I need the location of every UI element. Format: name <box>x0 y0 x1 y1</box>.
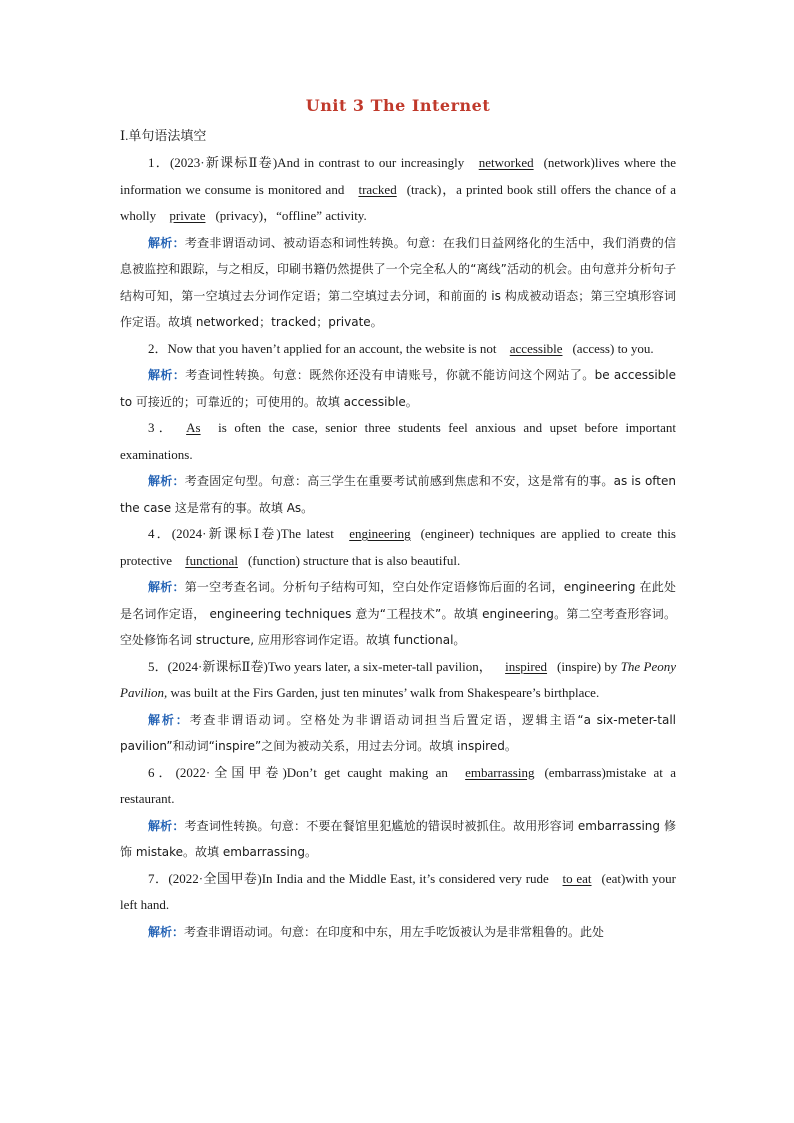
analysis-6: 解析：考查词性转换。句意：不要在餐馆里犯尴尬的错误时被抓住。故用形容词 embarrassing 修饰 mistake。故填 embarrassing。 <box>120 818 676 859</box>
analysis-label: 解析： <box>148 474 185 488</box>
answer-blank: embarrassing <box>465 764 535 780</box>
question-5: 5．(2024·新课标Ⅱ卷)Two years later, a six-meter-tall pavilion， inspired (inspire) by The Peony Pavilion, was built at the Firs Garden, just ten minutes’ walk from Shakespeare’s birthplace. <box>120 658 676 700</box>
section-heading: Ⅰ.单句语法填空 <box>120 128 207 143</box>
analysis-label: 解析： <box>148 712 190 727</box>
analysis-4: 解析：第一空考查名词。分析句子结构可知，空白处作定语修饰后面的名词，engineering 在此处是名词作定语， engineering techniques 意为“工程技术”。故填 engineering。第二空考查形容词。空处修饰名词 structure, 应用形容词作定语。故填 functional。 <box>120 580 676 647</box>
analysis-label: 解析： <box>148 368 186 382</box>
analysis-1: 解析：考查非谓语动词、被动语态和词性转换。句意：在我们日益网络化的生活中，我们消费的信息被监控和跟踪，与之相反，印刷书籍仍然提供了一个完全私人的“离线”活动的机会。由句意并分析句子结构可知，第一空填过去分词作定语；第二空填过去分词，和前面的 is 构成被动语态；第三空填形容词作定语。故填 networked；tracked；private。 <box>120 235 676 329</box>
question-3: 3． As is often the case, senior three students feel anxious and upset before important examinations. <box>120 420 676 462</box>
analysis-2: 解析：考查词性转换。句意：既然你还没有申请账号，你就不能访问这个网站了。be accessible to 可接近的；可靠近的；可使用的。故填 accessible。 <box>120 368 676 409</box>
analysis-label: 解析： <box>148 818 185 833</box>
answer-blank: networked <box>478 155 534 170</box>
page-title: Unit 3 The Internet <box>305 96 491 115</box>
answer-blank: private <box>169 208 206 223</box>
analysis-3: 解析：考查固定句型。句意：高三学生在重要考试前感到焦虑和不安，这是常有的事。as is often the case 这是常有的事。故填 As。 <box>120 474 676 515</box>
analysis-5: 解析：考查非谓语动词。空格处为非谓语动词担当后置定语，逻辑主语“a six-meter-tall pavilion”和动词“inspire”之间为被动关系，用过去分词。故填 inspired。 <box>120 712 676 753</box>
question-6: 6．(2022·全国甲卷)Don’t get caught making an embarrassing (embarrass)mistake at a restaurant. <box>120 764 676 806</box>
question-1: 1．(2023·新课标Ⅱ卷)And in contrast to our increasingly networked (network)lives where the information we consume is monitored and tracked (track)，a printed book still offers the chance of a wholly private (privacy)，“offline” activity. <box>120 155 677 223</box>
answer-blank: inspired <box>505 658 548 674</box>
analysis-label: 解析： <box>148 235 185 250</box>
analysis-7: 解析：考查非谓语动词。句意：在印度和中东，用左手吃饭被认为是非常粗鲁的。此处 <box>148 924 605 939</box>
answer-blank: engineering <box>349 526 411 541</box>
answer-blank: tracked <box>358 181 397 197</box>
analysis-label: 解析： <box>148 924 185 939</box>
italic-title: The Peony Pavilion, <box>120 658 676 700</box>
worksheet-page <box>120 96 676 945</box>
question-7: 7．(2022·全国甲卷)In India and the Middle East, it’s considered very rude to eat (eat)with your left hand. <box>120 870 676 912</box>
answer-blank: accessible <box>509 340 563 356</box>
question-4: 4．(2024·新课标Ⅰ卷)The latest engineering (engineer) techniques are applied to create this protective functional (function) structure that is also beautiful. <box>120 526 676 568</box>
analysis-label: 解析： <box>148 580 185 594</box>
answer-blank: to eat <box>562 870 592 886</box>
answer-blank: As <box>186 420 201 435</box>
question-2: 2．Now that you haven’t applied for an account, the website is not accessible (access) to you. <box>148 340 654 356</box>
answer-blank: functional <box>185 552 238 568</box>
